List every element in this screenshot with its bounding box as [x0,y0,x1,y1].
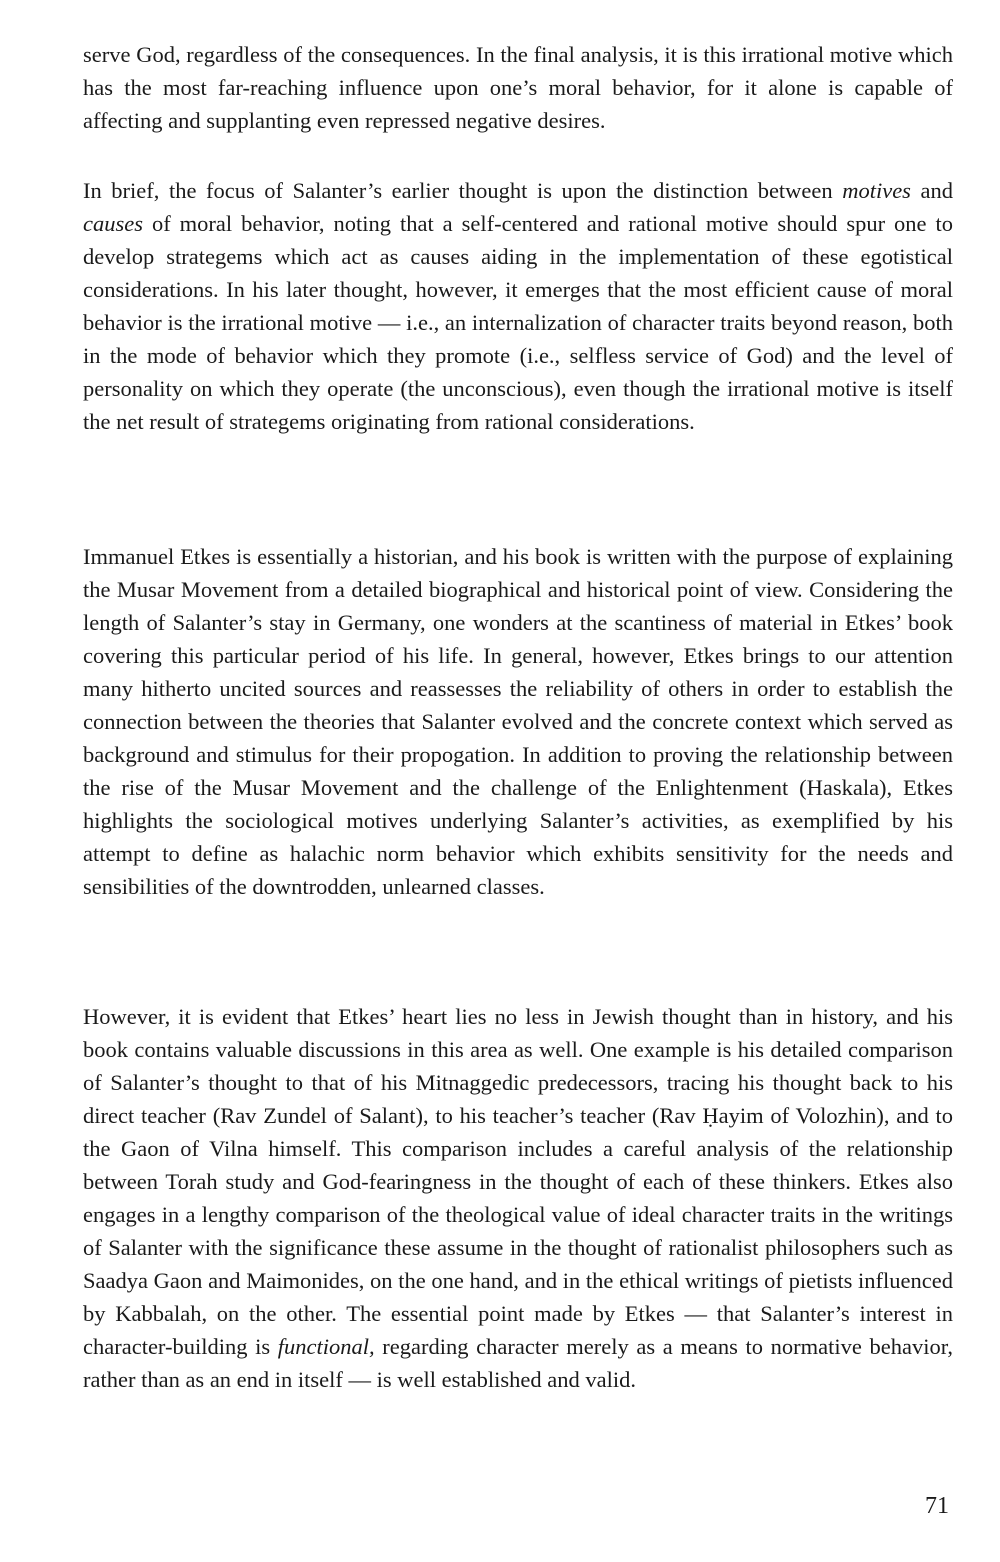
italic-motives: motives [842,178,911,203]
paragraph-2 [83,174,953,438]
paragraph-2-text-a: In brief, the focus of Salanter’s earlier thought is upon the distinction between [83,178,843,203]
paragraph-4 [83,1000,953,1396]
paragraph-4-text-b: regarding character merely as a means to normative behavior, rather than as an end in itself — is well established and valid. [83,1334,953,1392]
paragraph-1-text: serve God, regardless of the consequences. In the final analysis, it is this irrational motive which has the most far-reaching influence upon one’s moral behavior, for it alone is capable of affecting and supplanting even repressed negative desires. [83,42,953,133]
paragraph-2-text-c: of moral behavior, noting that a self-centered and rational motive should spur one to develop strategems which act as causes aiding in the implementation of these egotistical considerations. In his later thought, however, it emerges that the most efficient cause of moral behavior is the irrational motive — i.e., an internalization of character traits beyond reason, both in the mode of behavior which they promote (i.e., selfless service of God) and the level of personality on which they operate (the unconscious), even though the irrational motive is itself the net result of strategems originating from rational considerations. [83,211,953,434]
italic-functional: functional, [277,1334,375,1359]
paragraph-1 [83,38,953,137]
paragraph-4-text-a: However, it is evident that Etkes’ heart lies no less in Jewish thought than in history, and his book contains valuable discussions in this area as well. One example is his detailed comparison of Salanter’s thought to that of his Mitnaggedic predecessors, tracing his thought back to his direct teacher (Rav Zundel of Salant), to his teacher’s teacher (Rav Ḥayim of Volozhin), and to the Gaon of Vilna himself. This comparison includes a careful analysis of the relationship between Torah study and God-fearingness in the thought of each of these thinkers. Etkes also engages in a lengthy comparison of the theological value of ideal character traits in the writings of Salanter with the significance these assume in the thought of rationalist philosophers such as Saadya Gaon and Maimonides, on the one hand, and in the ethical writings of pietists influenced by Kabbalah, on the other. The essential point made by Etkes — that Salanter’s interest in character-building is [83,1004,953,1359]
italic-causes: causes [83,211,143,236]
page-number: 71 [925,1493,949,1519]
paragraph-3-text: Immanuel Etkes is essentially a historian, and his book is written with the purpose of explaining the Musar Movement from a detailed biographical and historical point of view. Considering the length of Salanter’s stay in Germany, one wonders at the scantiness of material in Etkes’ book covering this particular period of his life. In general, however, Etkes brings to our attention many hitherto uncited sources and reassesses the reliability of others in order to establish the connection between the theories that Salanter evolved and the concrete context which served as background and stimulus for their propogation. In addition to proving the relationship between the rise of the Musar Movement and the challenge of the Enlightenment (Haskala), Etkes highlights the sociological motives underlying Salanter’s activities, as exemplified by his attempt to define as halachic norm behavior which exhibits sensitivity for the needs and sensibilities of the downtrodden, unlearned classes. [83,544,953,899]
paragraph-3 [83,540,953,903]
paragraph-2-text-b: and [910,178,953,203]
